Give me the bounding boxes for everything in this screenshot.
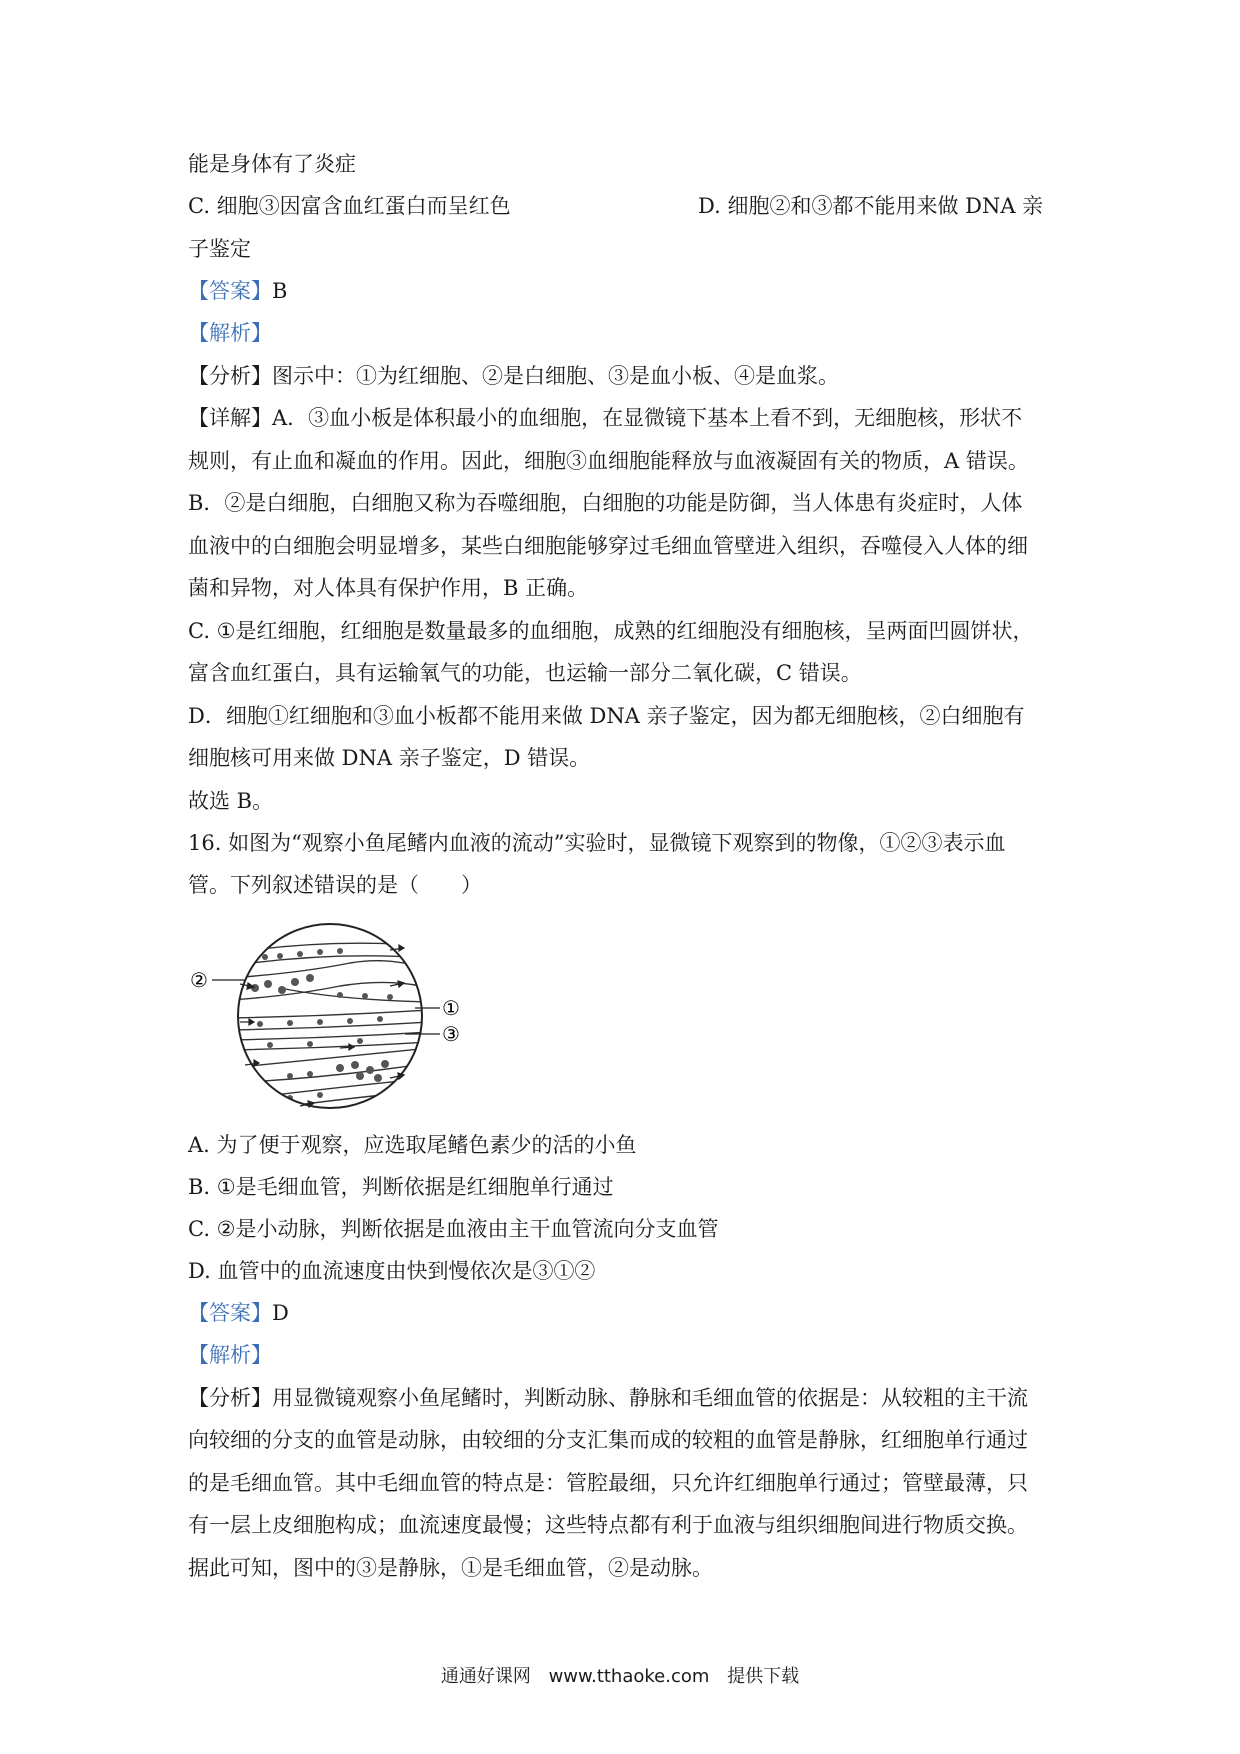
text-line: 菌和异物，对人体具有保护作用，B 正确。 — [188, 576, 589, 600]
text-line: D．细胞①红细胞和③血小板都不能用来做 DNA 亲子鉴定，因为都无细胞核，②白细胞有 — [188, 704, 1025, 728]
option-a: A. 为了便于观察，应选取尾鳍色素少的活的小鱼 — [188, 1133, 637, 1157]
footer-url[interactable]: www.tthaoke.com — [548, 1666, 710, 1687]
text-line: 子鉴定 — [188, 237, 251, 261]
option-d-prev: D. 细胞②和③都不能用来做 DNA 亲 — [698, 194, 1044, 218]
microscope-view-graphic — [190, 918, 490, 1118]
option-c: C. ②是小动脉，判断依据是血液由主干血管流向分支血管 — [188, 1217, 719, 1241]
answer-line — [188, 1298, 1058, 1328]
microscope-figure — [190, 918, 490, 1118]
text-line: 能是身体有了炎症 — [188, 152, 356, 176]
text-line: 细胞核可用来做 DNA 亲子鉴定，D 错误。 — [188, 746, 591, 770]
option-d: D. 血管中的血流速度由快到慢依次是③①② — [188, 1259, 596, 1283]
option-b: B. ①是毛细血管，判断依据是红细胞单行通过 — [188, 1175, 614, 1199]
option-c-prev: C. 细胞③因富含血红蛋白而呈红色 — [188, 194, 511, 218]
text-line: 据此可知，图中的③是静脉，①是毛细血管，②是动脉。 — [188, 1556, 713, 1580]
analysis-tag: 【解析】 — [188, 1343, 272, 1367]
text-line: 故选 B。 — [188, 789, 274, 813]
question-16-line: 16. 如图为“观察小鱼尾鳍内血液的流动”实验时，显微镜下观察到的物像，①②③表示血 — [188, 831, 1006, 855]
text-line: 血液中的白细胞会明显增多，某些白细胞能够穿过毛细血管壁进入组织，吞噬侵入人体的细 — [188, 534, 1028, 558]
text-line: 有一层上皮细胞构成；血流速度最慢；这些特点都有利于血液与组织细胞间进行物质交换。 — [188, 1513, 1028, 1537]
answer-value: B — [272, 279, 288, 303]
analysis-tag: 【解析】 — [188, 321, 272, 345]
footer-site-name: 通通好课网 — [440, 1666, 531, 1687]
label-vessel-2: ② — [190, 968, 208, 992]
text-line: 【分析】用显微镜观察小鱼尾鳍时，判断动脉、静脉和毛细血管的依据是：从较粗的主干流 — [188, 1386, 1028, 1410]
text-line: 的是毛细血管。其中毛细血管的特点是：管腔最细，只允许红细胞单行通过；管壁最薄，只 — [188, 1471, 1028, 1495]
text-line: 向较细的分支的血管是动脉，由较细的分支汇集而成的较粗的血管是静脉，红细胞单行通过 — [188, 1428, 1028, 1452]
answer-tag: 【答案】 — [188, 279, 272, 303]
footer-action: 提供下载 — [727, 1666, 800, 1687]
answer-value: D — [272, 1301, 289, 1325]
answer-tag: 【答案】 — [188, 1301, 272, 1325]
label-vessel-3: ③ — [442, 1022, 460, 1046]
microscope-field-circle — [238, 924, 422, 1108]
label-vessel-1: ① — [442, 996, 460, 1020]
page-footer — [0, 1662, 1240, 1688]
text-line: 规则，有止血和凝血的作用。因此，细胞③血细胞能释放与血液凝固有关的物质，A 错误。 — [188, 449, 1029, 473]
text-line: 富含血红蛋白，具有运输氧气的功能，也运输一部分二氧化碳，C 错误。 — [188, 661, 862, 685]
answer-line — [188, 276, 1058, 306]
text-line: B．②是白细胞，白细胞又称为吞噬细胞，白细胞的功能是防御，当人体患有炎症时，人体 — [188, 491, 1023, 515]
question-16-line: 管。下列叙述错误的是（ ） — [188, 873, 482, 897]
text-line: C. ①是红细胞，红细胞是数量最多的血细胞，成熟的红细胞没有细胞核，呈两面凹圆饼状， — [188, 619, 1034, 643]
text-line: 【详解】A．③血小板是体积最小的血细胞，在显微镜下基本上看不到，无细胞核，形状不 — [188, 406, 1023, 430]
text-line: 【分析】图示中：①为红细胞、②是白细胞、③是血小板、④是血浆。 — [188, 364, 839, 388]
